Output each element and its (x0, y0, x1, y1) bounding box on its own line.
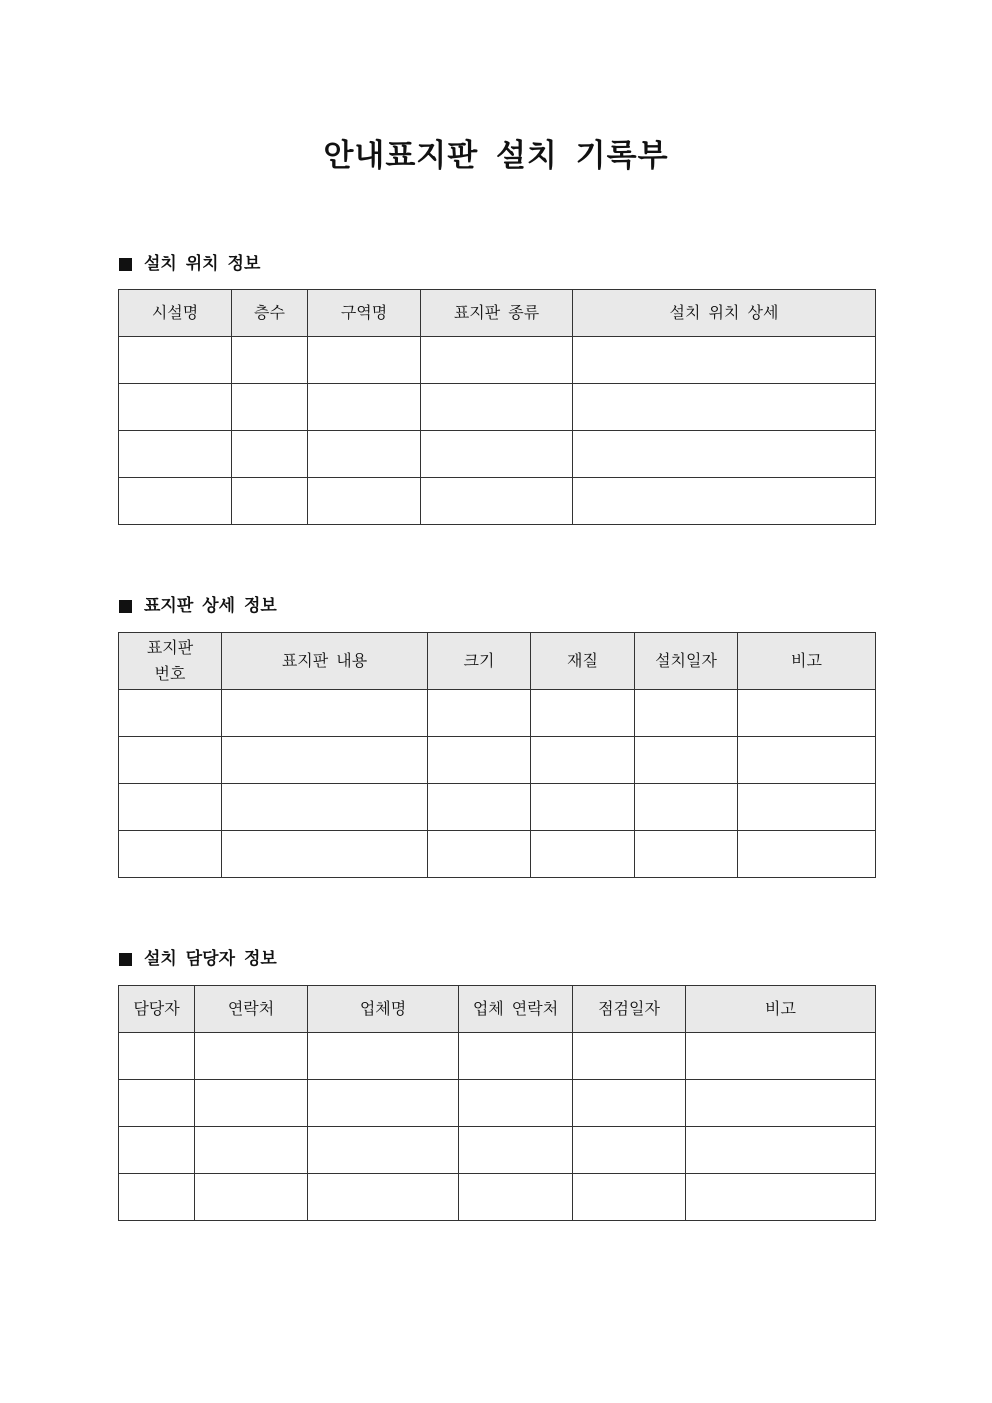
table-row (119, 478, 876, 525)
table-cell[interactable] (686, 1127, 876, 1174)
table-cell[interactable] (459, 1174, 573, 1221)
table-cell[interactable] (119, 737, 222, 784)
table-cell[interactable] (308, 384, 421, 431)
column-header: 층수 (232, 290, 308, 337)
table-cell[interactable] (459, 1127, 573, 1174)
table-cell[interactable] (119, 431, 232, 478)
table-row (119, 690, 876, 737)
table-header-row (119, 633, 876, 690)
table-cell[interactable] (195, 1127, 308, 1174)
table-row (119, 1174, 876, 1221)
table-cell[interactable] (635, 784, 738, 831)
table-cell[interactable] (308, 1174, 459, 1221)
column-header: 설치 위치 상세 (573, 290, 876, 337)
table-cell[interactable] (531, 831, 635, 878)
table-cell[interactable] (738, 831, 876, 878)
column-header: 표지판 종류 (421, 290, 573, 337)
table-cell[interactable] (459, 1033, 573, 1080)
sign-detail-table (118, 632, 876, 878)
section-heading-text: 설치 담당자 정보 (144, 949, 277, 969)
table-cell[interactable] (232, 384, 308, 431)
table-cell[interactable] (531, 784, 635, 831)
table-cell[interactable] (119, 478, 232, 525)
table-row (119, 431, 876, 478)
table-cell[interactable] (308, 337, 421, 384)
table-cell[interactable] (308, 478, 421, 525)
table-cell[interactable] (738, 737, 876, 784)
section-heading-installer (119, 947, 277, 971)
table-cell[interactable] (635, 690, 738, 737)
table-row (119, 337, 876, 384)
table-cell[interactable] (738, 784, 876, 831)
table-cell[interactable] (222, 784, 428, 831)
table-row (119, 1127, 876, 1174)
section-heading-text: 표지판 상세 정보 (144, 596, 277, 616)
column-header: 시설명 (119, 290, 232, 337)
table-cell[interactable] (308, 1127, 459, 1174)
table-cell[interactable] (531, 737, 635, 784)
section-heading-text: 설치 위치 정보 (144, 254, 261, 274)
table-cell[interactable] (686, 1033, 876, 1080)
column-header: 점검일자 (573, 986, 686, 1033)
table-cell[interactable] (222, 690, 428, 737)
column-header: 구역명 (308, 290, 421, 337)
column-header: 담당자 (119, 986, 195, 1033)
table-cell[interactable] (635, 831, 738, 878)
column-header: 설치일자 (635, 633, 738, 690)
table-cell[interactable] (308, 1080, 459, 1127)
table-row (119, 784, 876, 831)
table-cell[interactable] (119, 784, 222, 831)
table-cell[interactable] (421, 337, 573, 384)
table-cell[interactable] (222, 831, 428, 878)
table-cell[interactable] (573, 1033, 686, 1080)
table-cell[interactable] (232, 431, 308, 478)
table-row (119, 384, 876, 431)
column-header: 재질 (531, 633, 635, 690)
table-row (119, 1080, 876, 1127)
table-cell[interactable] (573, 337, 876, 384)
section-heading-location (119, 252, 260, 276)
column-header: 표지판 내용 (222, 633, 428, 690)
column-header: 업체 연락처 (459, 986, 573, 1033)
table-cell[interactable] (421, 478, 573, 525)
table-cell[interactable] (421, 431, 573, 478)
column-header: 비고 (738, 633, 876, 690)
table-cell[interactable] (573, 431, 876, 478)
document-title: 안내표지판 설치 기록부 (323, 138, 669, 174)
table-cell[interactable] (232, 478, 308, 525)
table-cell[interactable] (195, 1033, 308, 1080)
section-heading-sign-detail (119, 594, 277, 618)
table-cell[interactable] (635, 737, 738, 784)
table-cell[interactable] (119, 831, 222, 878)
table-cell[interactable] (119, 384, 232, 431)
table-header-row (119, 986, 876, 1033)
table-cell[interactable] (428, 737, 531, 784)
table-cell[interactable] (119, 1174, 195, 1221)
column-header: 비고 (686, 986, 876, 1033)
table-row (119, 831, 876, 878)
table-cell[interactable] (119, 1080, 195, 1127)
table-cell[interactable] (686, 1174, 876, 1221)
table-cell[interactable] (421, 384, 573, 431)
table-cell[interactable] (573, 384, 876, 431)
table-cell[interactable] (119, 337, 232, 384)
column-header: 표지판 번호 (119, 633, 222, 690)
square-bullet-icon (119, 600, 132, 613)
table-cell[interactable] (573, 1127, 686, 1174)
location-info-table (118, 289, 876, 525)
table-cell[interactable] (308, 431, 421, 478)
column-header: 연락처 (195, 986, 308, 1033)
table-cell[interactable] (428, 831, 531, 878)
table-cell[interactable] (428, 690, 531, 737)
square-bullet-icon (119, 258, 132, 271)
table-cell[interactable] (195, 1080, 308, 1127)
table-cell[interactable] (119, 1033, 195, 1080)
table-cell[interactable] (428, 784, 531, 831)
table-cell[interactable] (459, 1080, 573, 1127)
table-row (119, 737, 876, 784)
table-cell[interactable] (222, 737, 428, 784)
table-cell[interactable] (573, 1174, 686, 1221)
table-cell[interactable] (232, 337, 308, 384)
table-cell[interactable] (119, 690, 222, 737)
table-cell[interactable] (573, 1080, 686, 1127)
installer-info-table (118, 985, 876, 1221)
table-cell[interactable] (119, 1127, 195, 1174)
table-cell[interactable] (531, 690, 635, 737)
table-row (119, 1033, 876, 1080)
column-header: 업체명 (308, 986, 459, 1033)
table-cell[interactable] (686, 1080, 876, 1127)
square-bullet-icon (119, 953, 132, 966)
table-cell[interactable] (573, 478, 876, 525)
table-cell[interactable] (738, 690, 876, 737)
table-cell[interactable] (195, 1174, 308, 1221)
table-cell[interactable] (308, 1033, 459, 1080)
column-header: 크기 (428, 633, 531, 690)
table-header-row (119, 290, 876, 337)
